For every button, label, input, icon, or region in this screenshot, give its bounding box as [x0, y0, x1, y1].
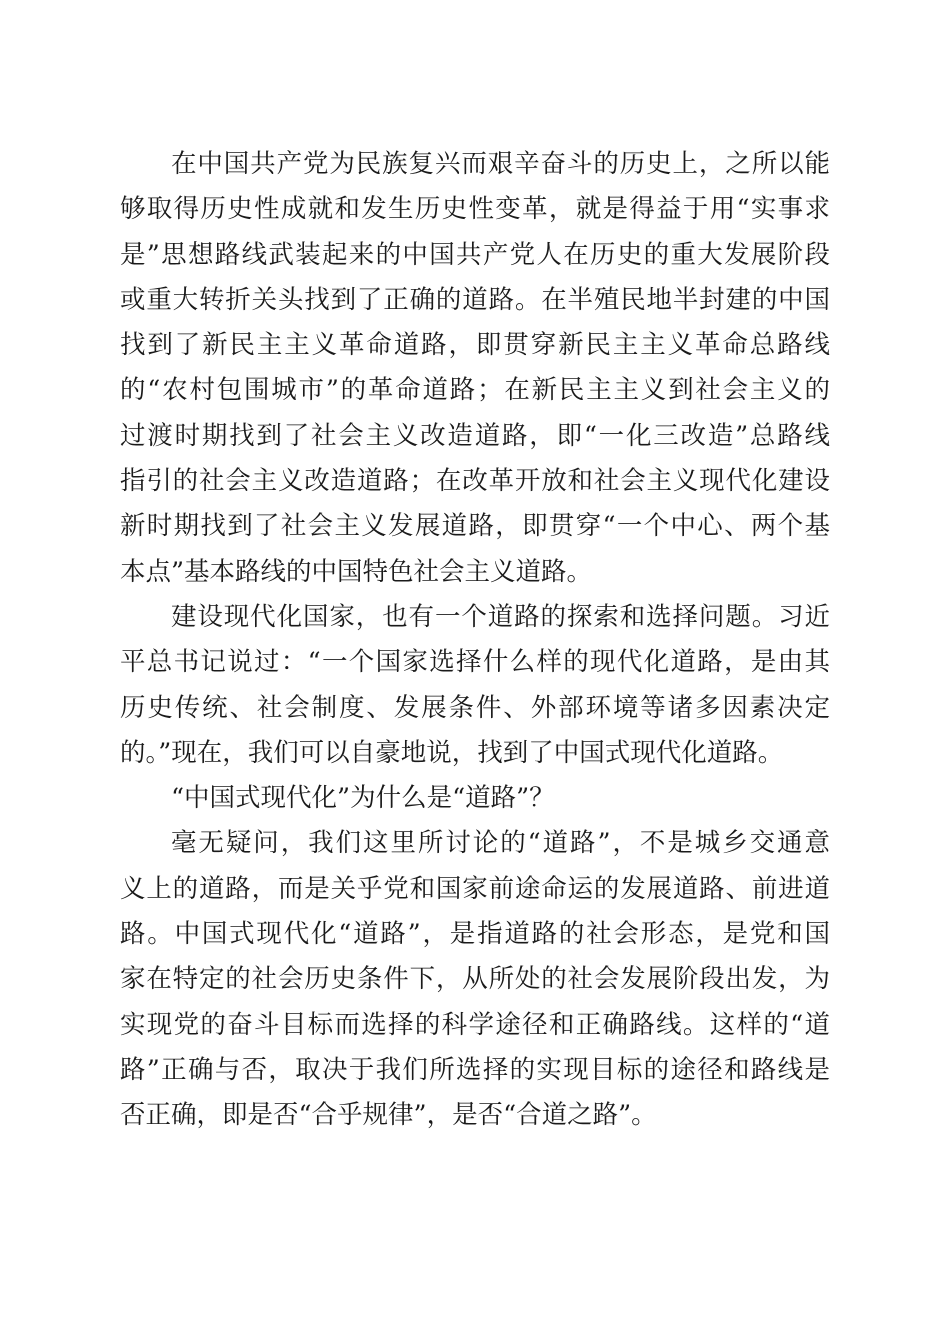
text-line: 路。中国式现代化“道路”，是指道路的社会形态，是党和国 [120, 919, 830, 950]
paragraph [120, 821, 830, 1138]
paragraph [120, 595, 830, 776]
text-line: 毫无疑问，我们这里所讨论的“道路”，不是城乡交通意 [171, 828, 830, 859]
heading-line: “中国式现代化”为什么是“道路”？ [171, 783, 555, 814]
text-line: 历史传统、社会制度、发展条件、外部环境等诸多因素决定 [120, 692, 830, 723]
text-line: 过渡时期找到了社会主义改造道路，即“一化三改造”总路线 [120, 420, 830, 451]
text-line: 否正确，即是否“合乎规律”，是否“合道之路”。 [120, 1100, 657, 1131]
text-line: 实现党的奋斗目标而选择的科学途径和正确路线。这样的“道 [120, 1009, 830, 1040]
text-line: 的。”现在，我们可以自豪地说，找到了中国式现代化道路。 [120, 737, 784, 768]
text-line: 够取得历史性成就和发生历史性变革，就是得益于用“实事求 [120, 194, 830, 225]
text-line: 平总书记说过：“一个国家选择什么样的现代化道路，是由其 [120, 647, 830, 678]
text-line: 新时期找到了社会主义发展道路，即贯穿“一个中心、两个基 [120, 511, 830, 542]
document-body [120, 142, 830, 1139]
text-line: 是”思想路线武装起来的中国共产党人在历史的重大发展阶段 [120, 239, 830, 270]
text-line: 找到了新民主主义革命道路，即贯穿新民主主义革命总路线 [120, 330, 830, 361]
text-line: 义上的道路，而是关乎党和国家前途命运的发展道路、前进道 [120, 873, 830, 904]
text-line: 建设现代化国家，也有一个道路的探索和选择问题。习近 [171, 601, 830, 632]
text-line: 指引的社会主义改造道路；在改革开放和社会主义现代化建设 [120, 466, 830, 497]
paragraph [120, 142, 830, 595]
section-heading [120, 776, 830, 821]
text-line: 家在特定的社会历史条件下，从所处的社会发展阶段出发，为 [120, 964, 830, 995]
text-line: 的“农村包围城市”的革命道路；在新民主主义到社会主义的 [120, 375, 830, 406]
text-line: 路”正确与否，取决于我们所选择的实现目标的途径和路线是 [120, 1054, 830, 1085]
text-line: 或重大转折关头找到了正确的道路。在半殖民地半封建的中国 [120, 284, 830, 315]
text-line: 本点”基本路线的中国特色社会主义道路。 [120, 556, 593, 587]
text-line: 在中国共产党为民族复兴而艰辛奋斗的历史上，之所以能 [171, 149, 830, 179]
